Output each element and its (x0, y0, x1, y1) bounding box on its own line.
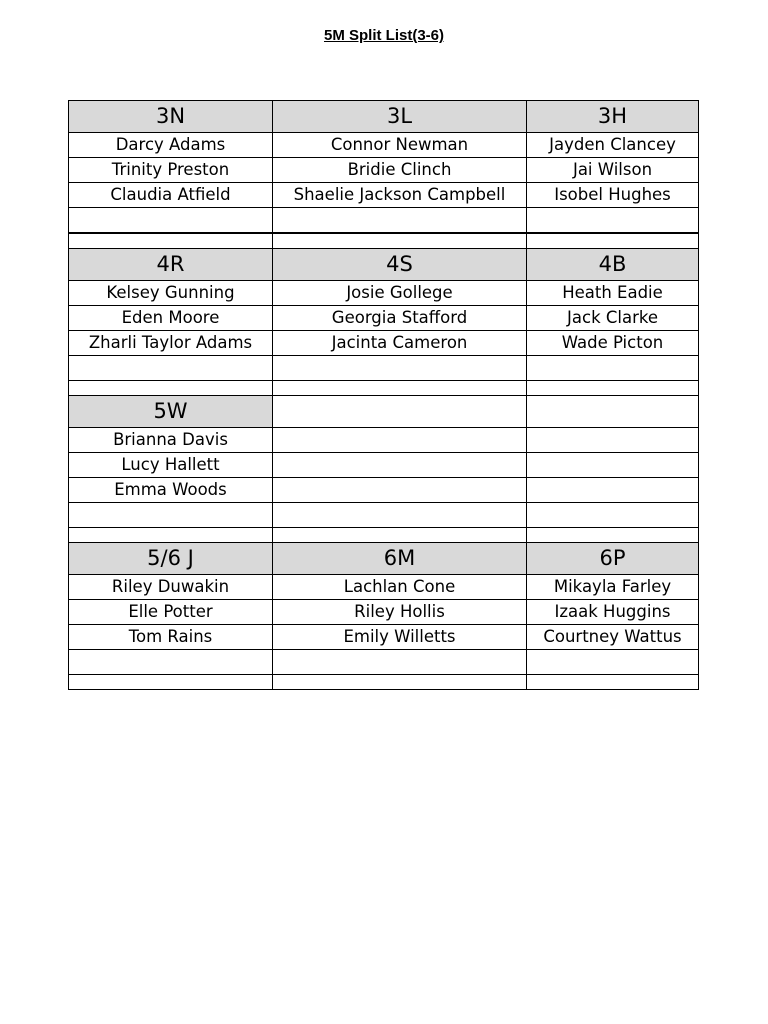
student-name (273, 453, 527, 478)
student-name: Jacinta Cameron (273, 331, 527, 356)
student-name: Brianna Davis (69, 428, 273, 453)
student-row (69, 575, 699, 600)
student-name (527, 428, 699, 453)
student-name (527, 478, 699, 503)
student-name: Eden Moore (69, 306, 273, 331)
student-name: Lachlan Cone (273, 575, 527, 600)
student-name: Heath Eadie (527, 281, 699, 306)
empty-cell (527, 528, 699, 543)
student-name: Zharli Taylor Adams (69, 331, 273, 356)
empty-row (69, 503, 699, 528)
student-name: Connor Newman (273, 133, 527, 158)
class-header-row (69, 543, 699, 575)
student-row (69, 133, 699, 158)
empty-cell (273, 233, 527, 249)
empty-cell (527, 503, 699, 528)
student-name: Courtney Wattus (527, 625, 699, 650)
class-header-row (69, 101, 699, 133)
empty-cell (273, 528, 527, 543)
student-name: Shaelie Jackson Campbell (273, 183, 527, 208)
empty-cell (69, 233, 273, 249)
class-header: 4B (527, 249, 699, 281)
student-name: Jayden Clancey (527, 133, 699, 158)
student-name: Mikayla Farley (527, 575, 699, 600)
spacer-row (69, 528, 699, 543)
empty-cell (69, 675, 273, 690)
empty-cell (273, 381, 527, 396)
student-name: Emma Woods (69, 478, 273, 503)
empty-cell (527, 233, 699, 249)
student-name: Elle Potter (69, 600, 273, 625)
student-name: Jai Wilson (527, 158, 699, 183)
empty-cell (69, 208, 273, 234)
student-name (527, 453, 699, 478)
student-row (69, 281, 699, 306)
student-name: Isobel Hughes (527, 183, 699, 208)
student-row (69, 625, 699, 650)
student-row (69, 453, 699, 478)
document-title: 5M Split List(3-6) (323, 27, 444, 44)
class-header-row (69, 396, 699, 428)
student-name: Josie Gollege (273, 281, 527, 306)
class-header-row (69, 249, 699, 281)
student-name: Darcy Adams (69, 133, 273, 158)
empty-cell (527, 675, 699, 690)
student-row (69, 331, 699, 356)
empty-cell (273, 208, 527, 234)
class-header: 3L (273, 101, 527, 133)
empty-cell (69, 503, 273, 528)
student-row (69, 600, 699, 625)
class-header: 3H (527, 101, 699, 133)
empty-cell (527, 208, 699, 234)
empty-cell (273, 650, 527, 675)
split-list-table (68, 100, 699, 690)
empty-cell (527, 381, 699, 396)
student-name: Tom Rains (69, 625, 273, 650)
student-name: Wade Picton (527, 331, 699, 356)
empty-cell (69, 650, 273, 675)
empty-cell (69, 356, 273, 381)
spacer-row (69, 233, 699, 249)
student-name: Riley Hollis (273, 600, 527, 625)
student-row (69, 306, 699, 331)
class-header: 4R (69, 249, 273, 281)
student-name: Emily Willetts (273, 625, 527, 650)
student-name: Bridie Clinch (273, 158, 527, 183)
empty-cell (273, 675, 527, 690)
student-name: Lucy Hallett (69, 453, 273, 478)
student-name: Kelsey Gunning (69, 281, 273, 306)
student-name: Jack Clarke (527, 306, 699, 331)
class-header: 5W (69, 396, 273, 428)
student-name: Trinity Preston (69, 158, 273, 183)
student-row (69, 158, 699, 183)
student-name: Georgia Stafford (273, 306, 527, 331)
spacer-row (69, 381, 699, 396)
empty-row (69, 356, 699, 381)
empty-cell (69, 528, 273, 543)
empty-row (69, 208, 699, 234)
class-header: 5/6 J (69, 543, 273, 575)
empty-row (69, 650, 699, 675)
student-name: Riley Duwakin (69, 575, 273, 600)
class-header: 4S (273, 249, 527, 281)
student-row (69, 478, 699, 503)
spacer-row (69, 675, 699, 690)
empty-cell (527, 650, 699, 675)
student-name (273, 478, 527, 503)
empty-cell (273, 356, 527, 381)
class-header (273, 396, 527, 428)
empty-cell (273, 503, 527, 528)
student-row (69, 183, 699, 208)
student-row (69, 428, 699, 453)
class-header: 6M (273, 543, 527, 575)
class-header: 3N (69, 101, 273, 133)
student-name: Claudia Atfield (69, 183, 273, 208)
student-name: Izaak Huggins (527, 600, 699, 625)
class-header (527, 396, 699, 428)
empty-cell (527, 356, 699, 381)
class-header: 6P (527, 543, 699, 575)
student-name (273, 428, 527, 453)
empty-cell (69, 381, 273, 396)
